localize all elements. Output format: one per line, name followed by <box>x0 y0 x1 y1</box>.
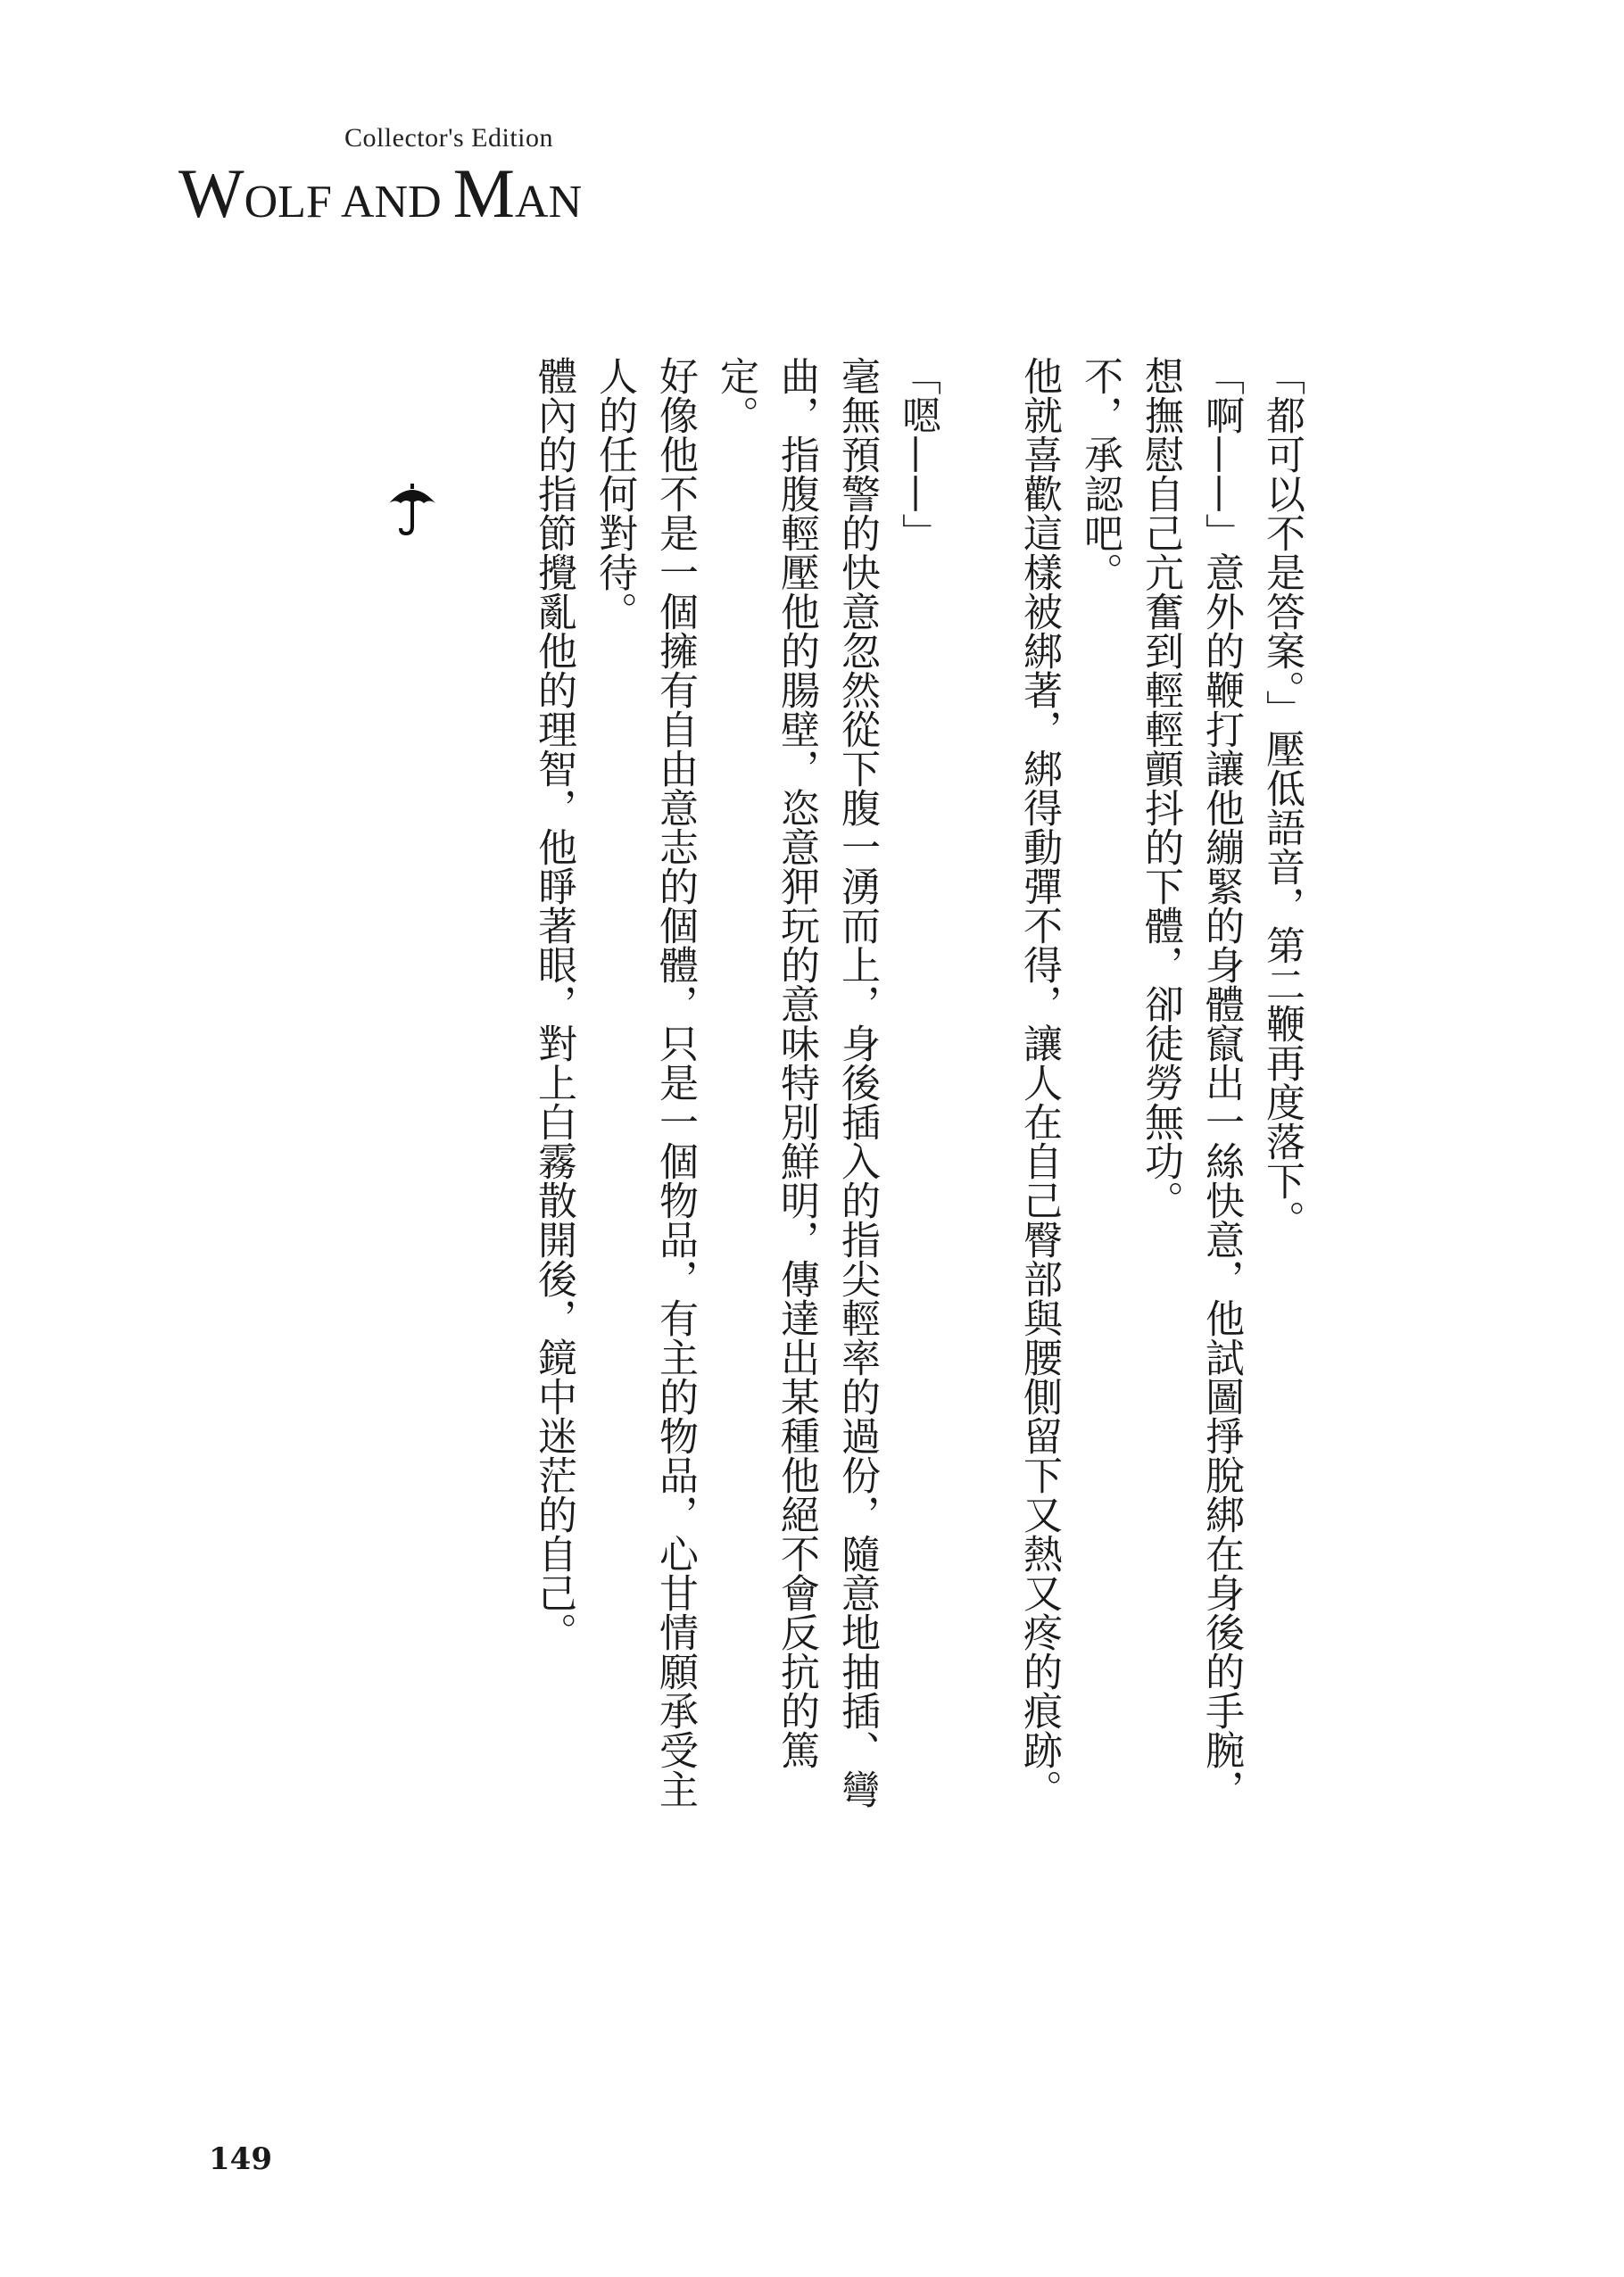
edition-label: Collector's Edition <box>344 123 553 153</box>
book-title-an: AN <box>515 177 583 228</box>
paragraph: 「嗯——」 <box>895 356 940 552</box>
paragraph: 好像他不是一個擁有自由意志的個體，只是一個物品，有主的物品，心甘情願承受主人的任何對待。 <box>592 356 698 1809</box>
paragraph: 他就喜歡這樣被綁著，綁得動彈不得，讓人在自己臀部與腰側留下又熱又疼的痕跡。 <box>1016 356 1062 1809</box>
paragraph: 「都可以不是答案。」壓低語音，第二鞭再度落下。 <box>1259 356 1305 1239</box>
book-title-m: M <box>452 154 516 232</box>
book-title-olf: OLF <box>244 177 332 228</box>
paragraph: 不，承認吧。 <box>1077 356 1123 592</box>
paragraph-break <box>948 317 1008 1834</box>
paragraph: 「啊——」意外的鞭打讓他繃緊的身體竄出一絲快意，他試圖掙脫綁在身後的手腕，想撫慰自己亢奮到輕輕顫抖的下體，卻徒勞無功。 <box>1138 356 1244 1809</box>
book-title <box>178 154 583 232</box>
paragraph: 體內的指節攪亂他的理智，他睜著眼，對上白霧散開後，鏡中迷茫的自己。 <box>531 356 576 1652</box>
chapter-body <box>523 317 1312 1834</box>
book-title-w: W <box>178 154 244 232</box>
page-number: 149 <box>209 2141 272 2177</box>
paragraph: 毫無預警的快意忽然從下腹一湧而上，身後插入的指尖輕率的過份，隨意地抽插、彎曲，指腹輕壓他的腸壁，恣意狎玩的意味特別鮮明，傳達出某種他絕不會反抗的篤定。 <box>713 356 880 1809</box>
book-title-and: AND <box>331 177 453 228</box>
running-head <box>178 123 583 232</box>
umbrella-icon <box>385 482 439 537</box>
